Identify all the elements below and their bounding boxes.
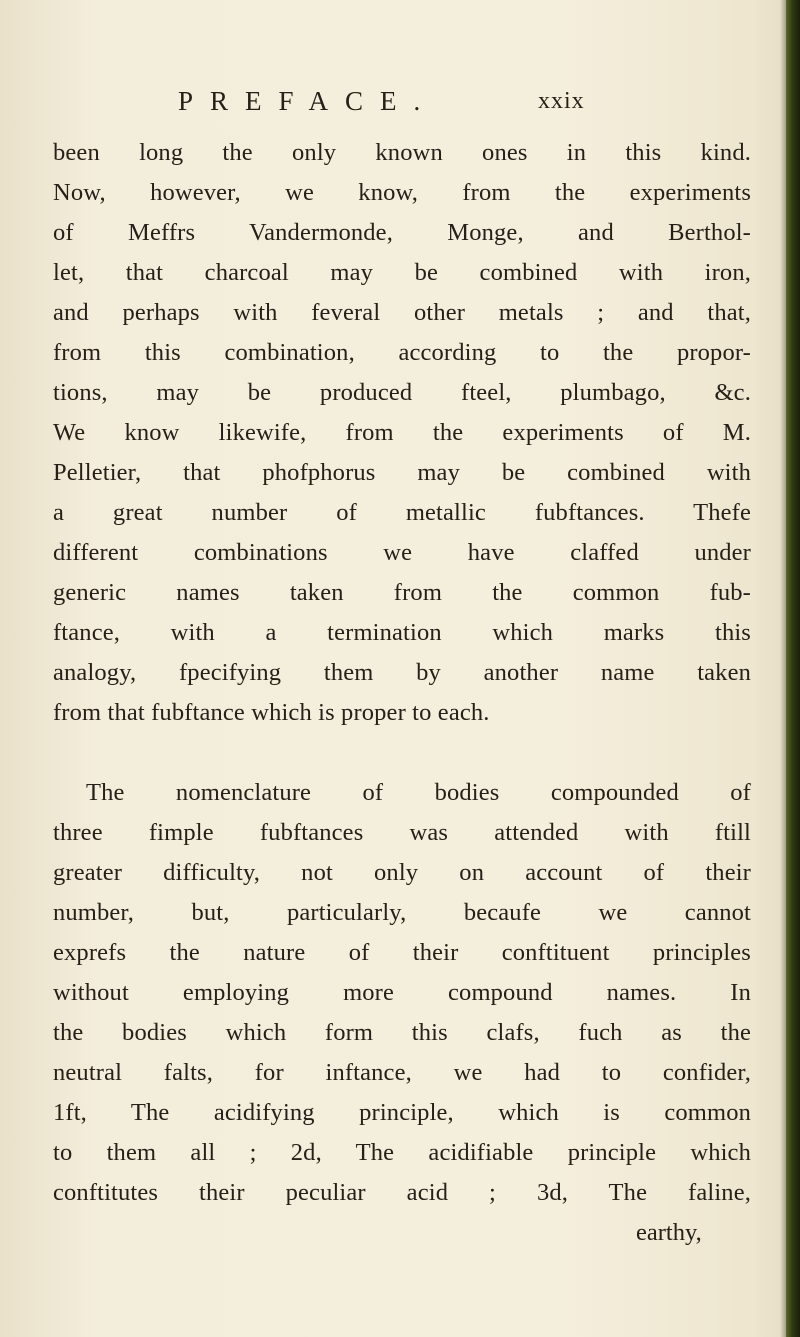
text-line: number, but, particularly, becaufe we cannot (53, 899, 751, 926)
running-head (0, 83, 775, 119)
text-line: We know likewife, from the experiments of M. (53, 419, 751, 446)
text-line: ftance, with a termination which marks this (53, 619, 751, 646)
text-line: from that fubftance which is proper to each. (53, 699, 490, 726)
text-line: different combinations we have claffed under (53, 539, 751, 566)
text-line: greater difficulty, not only on account of their (53, 859, 751, 886)
running-head-title: PREFACE. (178, 86, 438, 116)
text-line: let, that charcoal may be combined with iron, (53, 259, 751, 286)
text-line: tions, may be produced fteel, plumbago, &c. (53, 379, 751, 406)
text-line: conftitutes their peculiar acid ; 3d, The faline, (53, 1179, 751, 1206)
text-line: without employing more compound names. In (53, 979, 751, 1006)
text-line: Now, however, we know, from the experiments (53, 179, 751, 206)
text-line: to them all ; 2d, The acidifiable principle which (53, 1139, 751, 1166)
text-line: of Meffrs Vandermonde, Monge, and Berthol- (53, 219, 751, 246)
page-number: xxix (538, 88, 585, 114)
text-line: neutral falts, for inftance, we had to confider, (53, 1059, 751, 1086)
text-line: Pelletier, that phofphorus may be combined with (53, 459, 751, 486)
text-line: from this combination, according to the propor- (53, 339, 751, 366)
text-line: The nomenclature of bodies compounded of (86, 779, 751, 806)
text-line: and perhaps with feveral other metals ; and that, (53, 299, 751, 326)
book-binding-edge (786, 0, 800, 1337)
text-line: generic names taken from the common fub- (53, 579, 751, 606)
text-line: exprefs the nature of their conftituent principles (53, 939, 751, 966)
text-line: a great number of metallic fubftances. Thefe (53, 499, 751, 526)
text-line: analogy, fpecifying them by another name taken (53, 659, 751, 686)
text-line: 1ft, The acidifying principle, which is common (53, 1099, 751, 1126)
text-line: been long the only known ones in this kind. (53, 139, 751, 166)
text-line: three fimple fubftances was attended with ftill (53, 819, 751, 846)
catchword: earthy, (636, 1219, 702, 1246)
text-line: the bodies which form this clafs, fuch as the (53, 1019, 751, 1046)
